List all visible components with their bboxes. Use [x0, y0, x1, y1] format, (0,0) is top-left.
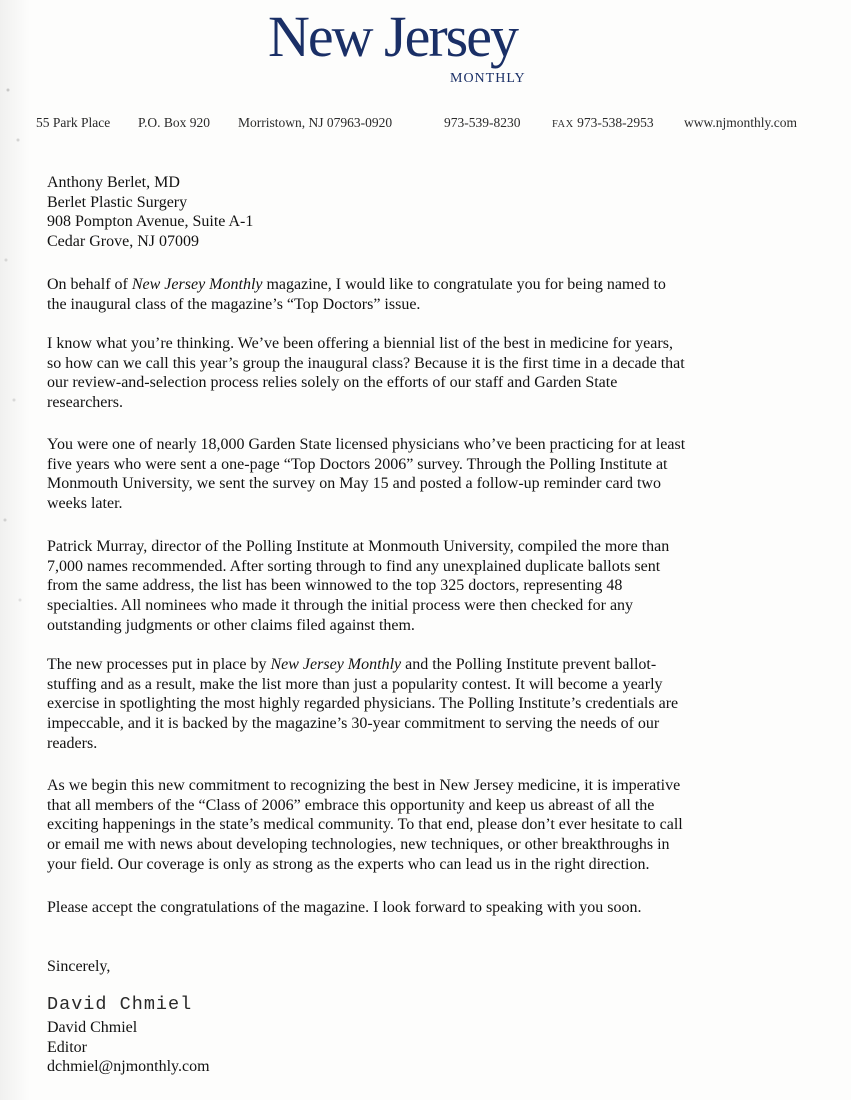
handwritten-signature: David Chmiel	[47, 994, 193, 1015]
paragraph-line: I know what you’re thinking. We’ve been offering a biennial list of the best in medicine for years,	[47, 335, 673, 352]
text-run: On behalf of	[47, 276, 132, 293]
paragraph-line: five years who were sent a one-page “Top Doctors 2006” survey. Through the Polling Institute at	[47, 455, 668, 473]
sender-email: dchmiel@njmonthly.com	[47, 1058, 210, 1076]
paragraph-line: exciting happenings in the state’s medical community. To that end, please don’t ever hesitate to call	[47, 816, 683, 834]
recipient-street: 908 Pompton Avenue, Suite A-1	[47, 213, 254, 231]
masthead-logo	[268, 4, 588, 98]
paragraph-line: Patrick Murray, director of the Polling Institute at Monmouth University, compiled the more than	[47, 538, 670, 555]
paragraph-line: weeks later.	[47, 495, 123, 513]
salutation-text: Sincerely,	[47, 958, 111, 975]
paragraph-line: You were one of nearly 18,000 Garden State licensed physicians who’ve been practicing for at least	[47, 436, 686, 453]
contact-fax	[552, 115, 654, 131]
magazine-name: New Jersey Monthly	[270, 656, 402, 673]
text-run: and the Polling Institute prevent ballot-	[401, 656, 657, 673]
paragraph-commitment	[47, 776, 792, 875]
text-run: The new processes put in place by	[47, 656, 271, 673]
paragraph-congratulations	[47, 275, 792, 314]
paragraph-line: specialties. All nominees who made it through the initial process were then checked for any	[47, 597, 634, 615]
sender-title: Editor	[47, 1038, 87, 1056]
contact-website: www.njmonthly.com	[684, 115, 797, 130]
paragraph-line: that all members of the “Class of 2006” embrace this opportunity and keep us abreast of all the	[47, 796, 655, 814]
magazine-name: New Jersey Monthly	[131, 276, 263, 293]
sender-name: David Chmiel	[47, 1019, 138, 1036]
recipient-practice: Berlet Plastic Surgery	[47, 193, 188, 211]
paragraph-line: exercise in spotlighting the most highly regarded physicians. The Polling Institute’s credentials are	[47, 695, 679, 713]
contact-city: Morristown, NJ 07963-0920	[238, 115, 393, 130]
logo-subtitle: MONTHLY	[450, 71, 526, 86]
paragraph-line: the inaugural class of the magazine’s “Top Doctors” issue.	[47, 295, 421, 313]
paragraph-line: or email me with news about developing technologies, new techniques, or other breakthroughs in	[47, 836, 670, 854]
paragraph-line: your field. Our coverage is only as strong as the experts who can lead us in the right direction.	[47, 855, 650, 873]
paragraph-line	[47, 655, 792, 675]
paragraph-survey	[47, 435, 792, 514]
contact-po-box: P.O. Box 920	[138, 115, 211, 130]
recipient-name: Anthony Berlet, MD	[47, 174, 180, 191]
paragraph-line: researchers.	[47, 394, 123, 412]
closing-salutation	[47, 957, 792, 977]
paragraph-processes	[47, 655, 792, 754]
paragraph-line: so how can we call this year’s group the inaugural class? Because it is the first time in a decade that	[47, 354, 685, 372]
paragraph-line: Please accept the congratulations of the magazine. I look forward to speaking with you soon.	[47, 899, 642, 916]
recipient-city: Cedar Grove, NJ 07009	[47, 233, 199, 251]
contact-street: 55 Park Place	[36, 115, 111, 130]
paragraph-line: outstanding judgments or other claims filed against them.	[47, 616, 415, 634]
scan-edge-shadow	[0, 0, 30, 1100]
paragraph-closing-remark	[47, 898, 792, 918]
paragraph-line: readers.	[47, 734, 98, 752]
paragraph-line: 7,000 names recommended. After sorting through to find any unexplained duplicate ballots sent	[47, 557, 661, 575]
fax-number: 973-538-2953	[577, 115, 654, 130]
paragraph-line: impeccable, and it is backed by the magazine’s 30-year commitment to serving the needs of our	[47, 715, 660, 733]
sender-block	[47, 1018, 210, 1077]
paragraph-line: from the same address, the list has been winnowed to the top 325 doctors, representing 48	[47, 577, 623, 595]
paragraph-selection	[47, 537, 792, 636]
paragraph-line: As we begin this new commitment to recognizing the best in New Jersey medicine, it is imperative	[47, 777, 681, 794]
paragraph-line: stuffing and as a result, make the list more than just a popularity contest. It will become a yearly	[47, 675, 663, 693]
contact-phone: 973-539-8230	[444, 115, 521, 130]
recipient-address	[47, 173, 792, 252]
paragraph-line: our review-and-selection process relies solely on the efforts of our staff and Garden State	[47, 374, 618, 392]
logo-title: New Jersey	[268, 4, 517, 69]
paragraph-inaugural-class	[47, 334, 792, 413]
fax-label: FAX	[552, 119, 574, 130]
text-run: magazine, I would like to congratulate you for being named to	[262, 276, 666, 293]
paragraph-line	[47, 275, 792, 295]
paragraph-line: Monmouth University, we sent the survey on May 15 and posted a follow-up reminder card two	[47, 475, 661, 493]
